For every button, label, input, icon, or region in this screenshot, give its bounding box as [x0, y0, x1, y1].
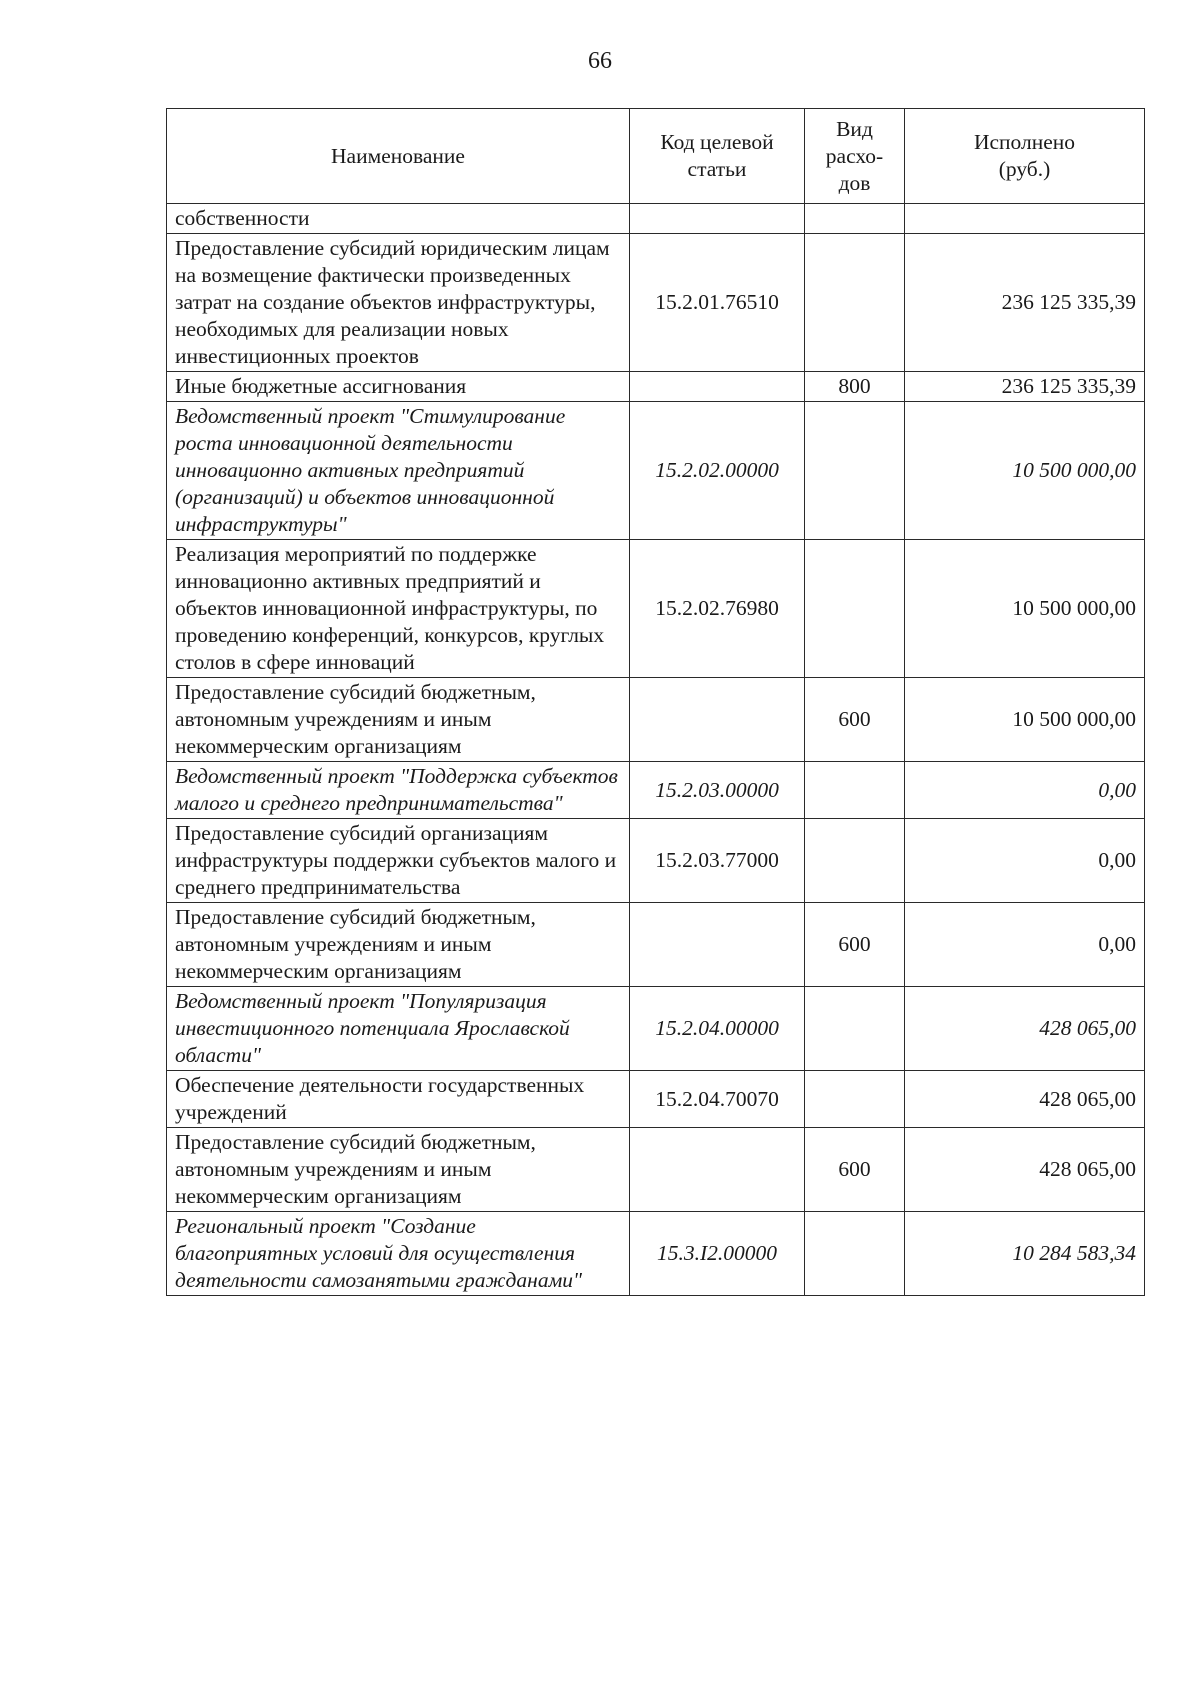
header-code	[630, 109, 805, 204]
cell-kind	[805, 402, 905, 540]
cell-name: Реализация мероприятий по поддержке инновационно активных предприятий и объектов инновационной инфраструктуры, по проведению конференций, конкурсов, круглых столов в сфере инноваций	[167, 540, 630, 678]
cell-code	[630, 1128, 805, 1212]
cell-code: 15.2.03.77000	[630, 819, 805, 903]
table-row	[167, 1212, 1145, 1296]
cell-name: Иные бюджетные ассигнования	[167, 372, 630, 402]
table-row	[167, 819, 1145, 903]
table-row	[167, 402, 1145, 540]
cell-amount: 236 125 335,39	[905, 372, 1145, 402]
cell-kind	[805, 540, 905, 678]
cell-amount: 10 284 583,34	[905, 1212, 1145, 1296]
cell-kind: 600	[805, 678, 905, 762]
cell-amount: 10 500 000,00	[905, 402, 1145, 540]
header-kind	[805, 109, 905, 204]
cell-name: Обеспечение деятельности государственных учреждений	[167, 1071, 630, 1128]
header-code-text: Код целевой статьи	[660, 130, 774, 181]
table-row	[167, 1128, 1145, 1212]
cell-code	[630, 903, 805, 987]
table-row	[167, 678, 1145, 762]
cell-kind	[805, 762, 905, 819]
table-header-row	[167, 109, 1145, 204]
cell-kind	[805, 987, 905, 1071]
cell-amount: 0,00	[905, 819, 1145, 903]
cell-name: Предоставление субсидий бюджетным, автономным учреждениям и иным некоммерческим организациям	[167, 1128, 630, 1212]
header-kind-text: Вид расхо-дов	[825, 116, 884, 195]
cell-kind: 600	[805, 1128, 905, 1212]
page-number: 66	[588, 48, 612, 74]
cell-code: 15.2.02.00000	[630, 402, 805, 540]
cell-amount: 10 500 000,00	[905, 540, 1145, 678]
cell-kind	[805, 1071, 905, 1128]
cell-kind	[805, 234, 905, 372]
cell-name: Предоставление субсидий бюджетным, автономным учреждениям и иным некоммерческим организациям	[167, 903, 630, 987]
cell-name: Предоставление субсидий организациям инфраструктуры поддержки субъектов малого и среднего предпринимательства	[167, 819, 630, 903]
table-row	[167, 372, 1145, 402]
header-name: Наименование	[167, 109, 630, 204]
cell-code: 15.2.01.76510	[630, 234, 805, 372]
cell-amount: 10 500 000,00	[905, 678, 1145, 762]
header-amount	[905, 109, 1145, 204]
cell-code: 15.2.04.70070	[630, 1071, 805, 1128]
cell-kind: 800	[805, 372, 905, 402]
cell-amount: 0,00	[905, 762, 1145, 819]
cell-kind	[805, 204, 905, 234]
cell-name: Ведомственный проект "Популяризация инвестиционного потенциала Ярославской области"	[167, 987, 630, 1071]
table-row	[167, 762, 1145, 819]
cell-name: Предоставление субсидий юридическим лицам на возмещение фактически произведенных затрат на создание объектов инфраструктуры, необходимых для реализации новых инвестиционных проектов	[167, 234, 630, 372]
cell-amount: 428 065,00	[905, 987, 1145, 1071]
table-row	[167, 903, 1145, 987]
cell-name: Ведомственный проект "Поддержка субъектов малого и среднего предпринимательства"	[167, 762, 630, 819]
cell-code	[630, 204, 805, 234]
cell-code: 15.3.I2.00000	[630, 1212, 805, 1296]
table-body	[167, 204, 1145, 1296]
cell-amount: 0,00	[905, 903, 1145, 987]
cell-kind	[805, 819, 905, 903]
budget-table	[166, 108, 1145, 1296]
cell-code	[630, 372, 805, 402]
cell-code: 15.2.03.00000	[630, 762, 805, 819]
cell-kind: 600	[805, 903, 905, 987]
header-amount-text: Исполнено (руб.)	[973, 130, 1076, 181]
cell-amount: 428 065,00	[905, 1071, 1145, 1128]
cell-name: Ведомственный проект "Стимулирование роста инновационной деятельности инновационно активных предприятий (организаций) и объектов инновационной инфраструктуры"	[167, 402, 630, 540]
cell-amount: 236 125 335,39	[905, 234, 1145, 372]
table-row	[167, 234, 1145, 372]
table-row	[167, 204, 1145, 234]
table-row	[167, 1071, 1145, 1128]
cell-name: Предоставление субсидий бюджетным, автономным учреждениям и иным некоммерческим организациям	[167, 678, 630, 762]
cell-name: собственности	[167, 204, 630, 234]
cell-code	[630, 678, 805, 762]
cell-amount: 428 065,00	[905, 1128, 1145, 1212]
cell-amount	[905, 204, 1145, 234]
cell-kind	[805, 1212, 905, 1296]
table-row	[167, 987, 1145, 1071]
cell-code: 15.2.02.76980	[630, 540, 805, 678]
cell-code: 15.2.04.00000	[630, 987, 805, 1071]
table-row	[167, 540, 1145, 678]
cell-name: Региональный проект "Создание благоприятных условий для осуществления деятельности самозанятыми гражданами"	[167, 1212, 630, 1296]
